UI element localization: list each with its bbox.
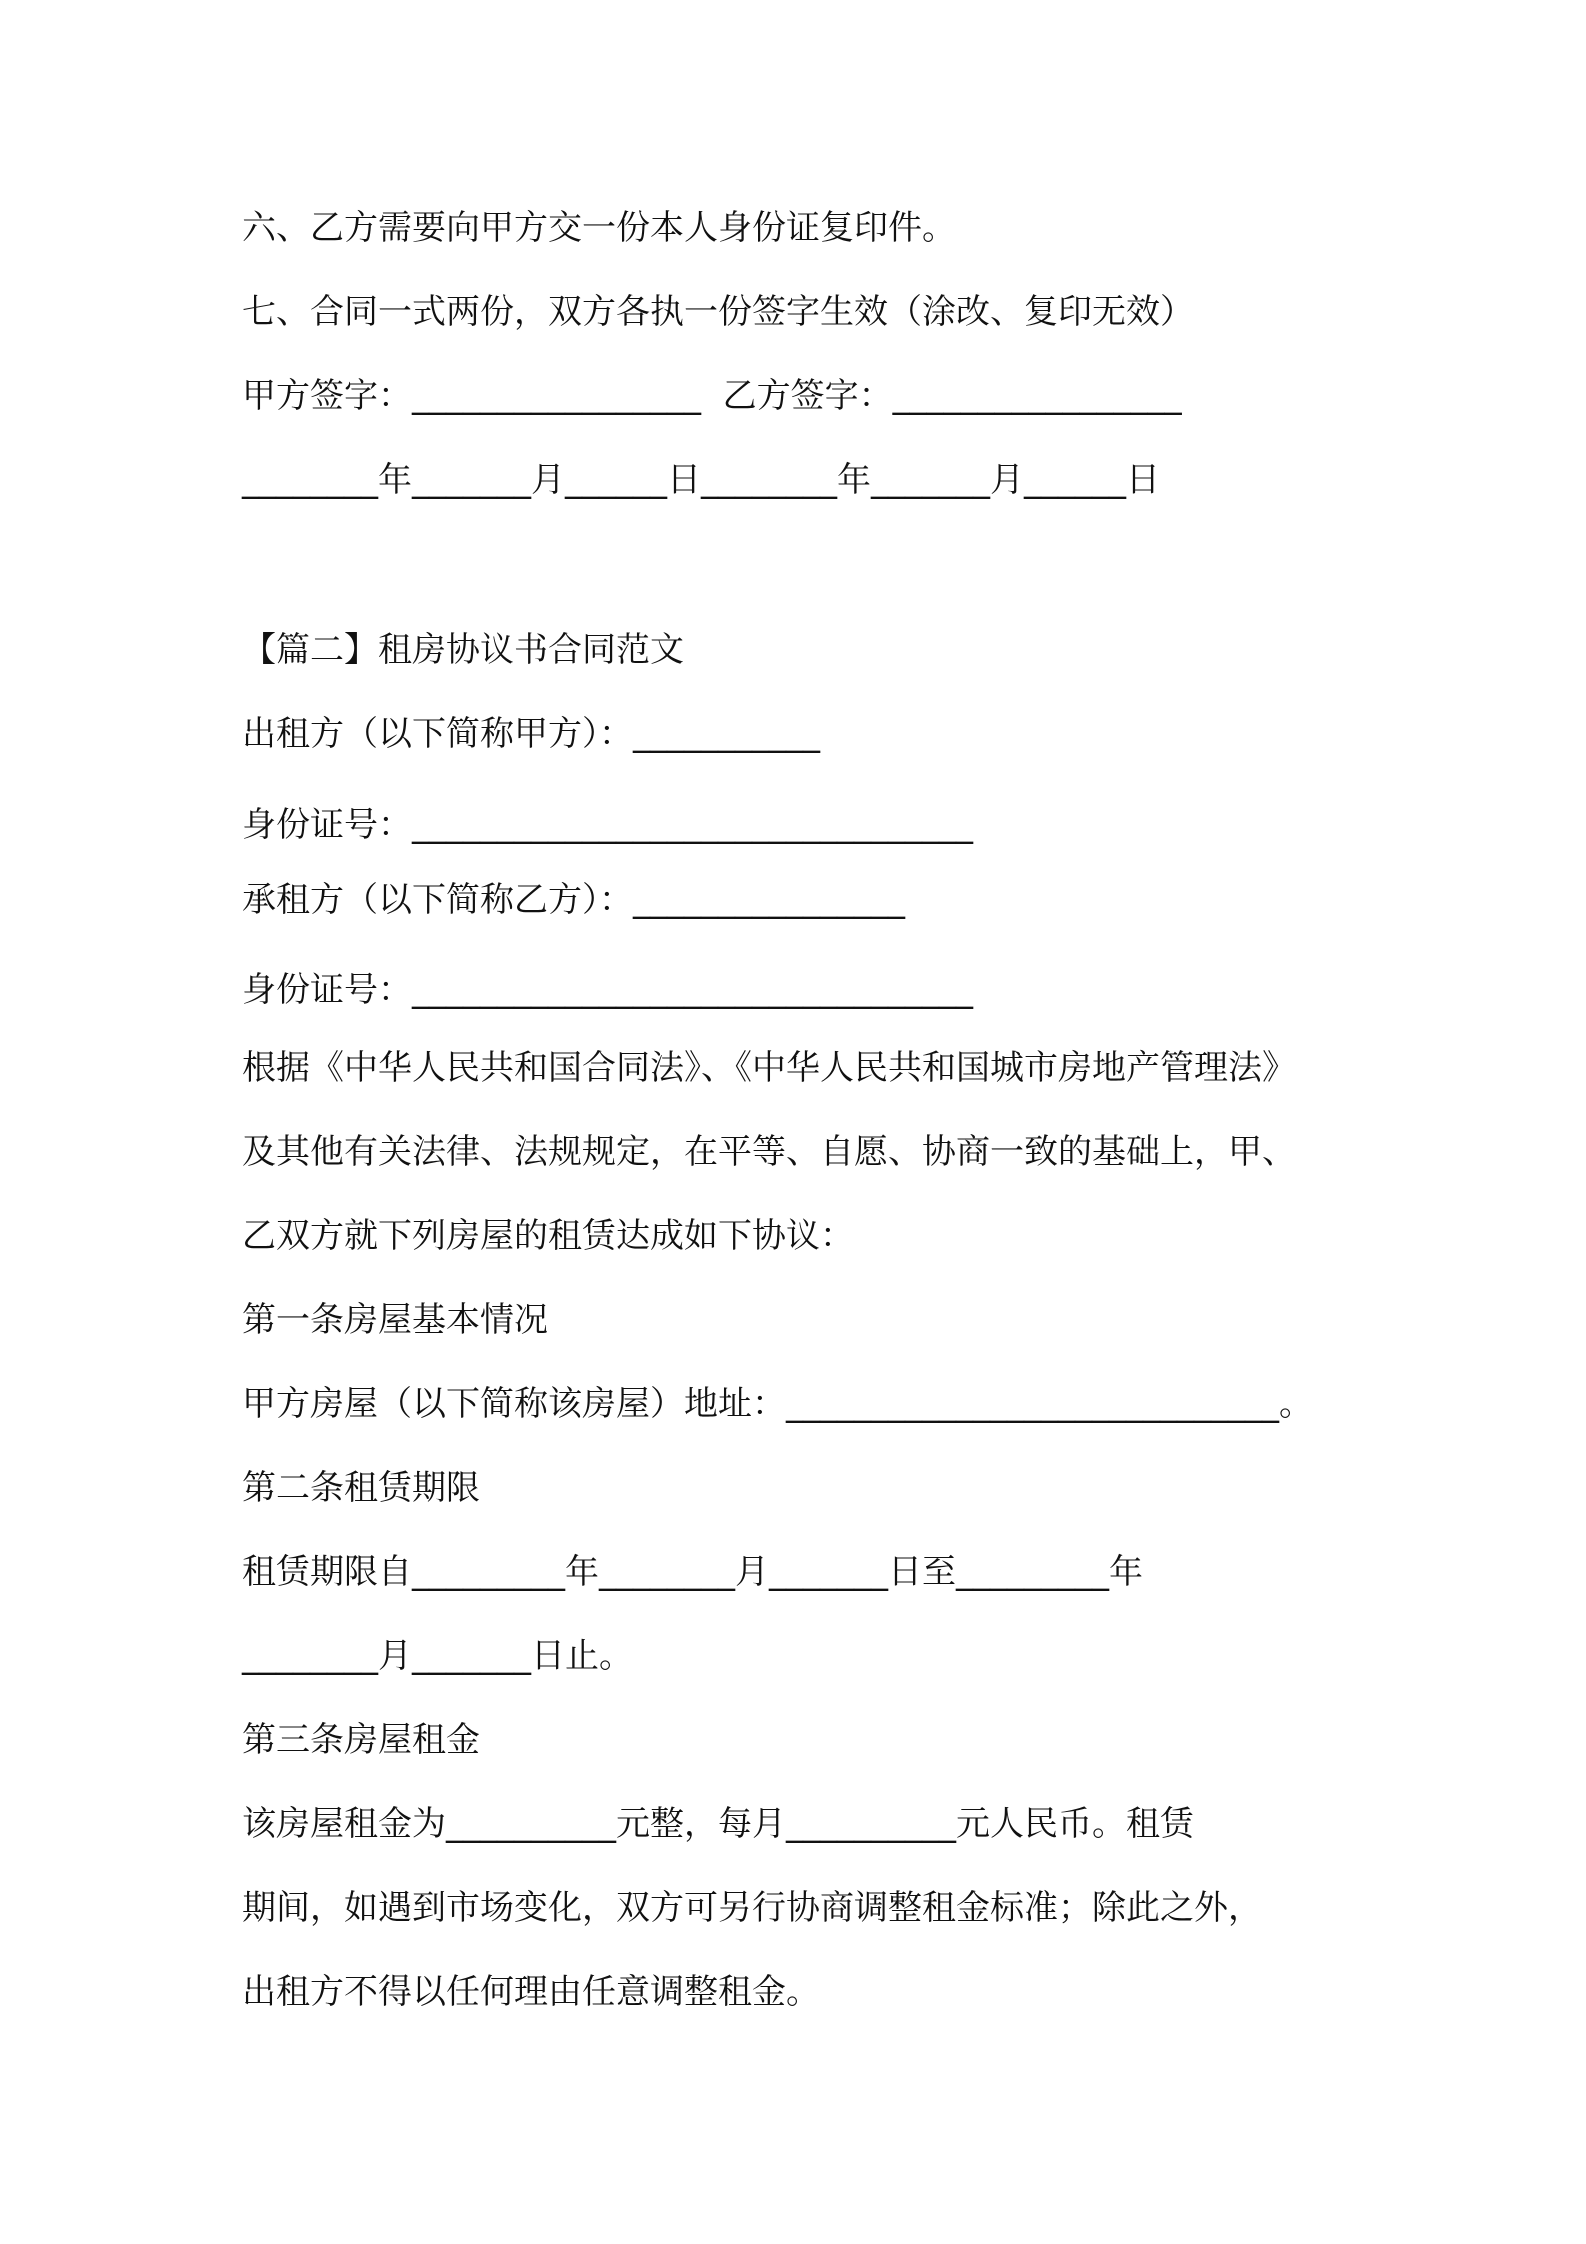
rent-line-3: 出租方不得以任何理由任意调整租金。 bbox=[242, 1972, 820, 2012]
article-two-title: 第二条租赁期限 bbox=[242, 1468, 480, 1508]
preamble-line-2: 及其他有关法律、法规规定，在平等、自愿、协商一致的基础上，甲、 bbox=[242, 1132, 1296, 1172]
preamble-line-1: 根据《中华人民共和国合同法》、《中华人民共和国城市房地产管理法》 bbox=[242, 1048, 1296, 1088]
signature-line: 甲方签字：_________________ 乙方签字：_________________ bbox=[242, 376, 1182, 416]
lease-term-line-1: 租赁期限自_________年________月_______日至_________年 bbox=[242, 1552, 1143, 1592]
preamble-line-3: 乙双方就下列房屋的租赁达成如下协议： bbox=[242, 1216, 854, 1256]
clause-seven: 七、合同一式两份，双方各执一份签字生效（涂改、复印无效） bbox=[242, 292, 1194, 332]
rent-line-2: 期间，如遇到市场变化，双方可另行协商调整租金标准；除此之外， bbox=[242, 1888, 1262, 1928]
clause-six: 六、乙方需要向甲方交一份本人身份证复印件。 bbox=[242, 208, 956, 248]
address-field: 甲方房屋（以下简称该房屋）地址：_____________________________。 bbox=[242, 1384, 1313, 1424]
lessor-field: 出租方（以下简称甲方）：___________ bbox=[242, 714, 820, 754]
lease-term-line-2: ________月_______日止。 bbox=[242, 1636, 633, 1676]
lessee-id-field: 身份证号：_________________________________ bbox=[242, 970, 973, 1010]
lessee-field: 承租方（以下简称乙方）：________________ bbox=[242, 880, 905, 920]
lessor-id-field: 身份证号：_________________________________ bbox=[242, 805, 973, 845]
rent-line-1: 该房屋租金为__________元整，每月__________元人民币。租赁 bbox=[242, 1804, 1194, 1844]
section-heading: 【篇二】租房协议书合同范文 bbox=[242, 630, 684, 670]
article-three-title: 第三条房屋租金 bbox=[242, 1720, 480, 1760]
article-one-title: 第一条房屋基本情况 bbox=[242, 1300, 548, 1340]
signature-date-line: ________年_______月______日________年_______月______日 bbox=[242, 460, 1160, 500]
